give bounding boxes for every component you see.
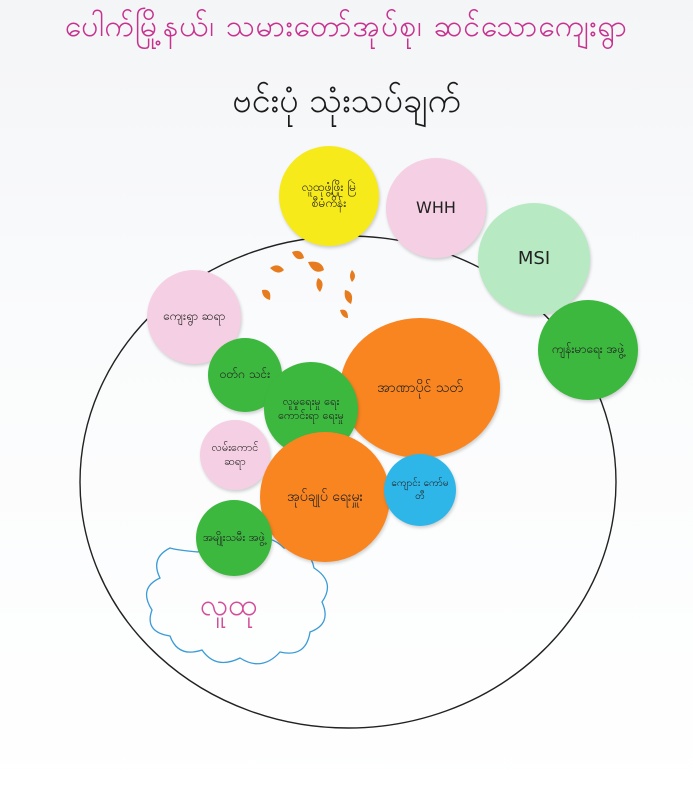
circle-label: ကျန်းမာရေး အဖွဲ့	[551, 342, 625, 357]
circle-label: အမျိုးသမီး အဖွဲ့	[202, 530, 266, 544]
community-label: လူထု	[200, 588, 258, 623]
circle-road-teacher	[200, 420, 270, 490]
circle-label: ကျေးရွာ ဆရာ	[162, 309, 226, 324]
circle-label: လူထုဖွံ့ဖြိုး မြဲစီမံကိန်း	[301, 180, 357, 210]
circle-label: အုပ်ချုပ် ရေးမှူး	[286, 488, 364, 505]
circle-msi	[478, 203, 590, 315]
circle-label: MSI	[517, 248, 551, 270]
circle-community-development	[279, 146, 379, 246]
circle-label: လမ်းကောင် ဆရာ	[211, 440, 259, 468]
circle-whh	[386, 158, 486, 258]
circle-label: ဝတ်ဂ သင်း	[219, 367, 271, 382]
poster-title-venn: ဗင်းပုံ သုံးသပ်ချက်	[232, 81, 461, 121]
circle-women-group	[196, 500, 272, 576]
circle-school-committee	[384, 454, 456, 526]
circle-label: အာဏာပိုင် သတ်	[377, 379, 463, 396]
circle-label: ကျောင်း ကော်မ တီ	[391, 478, 449, 502]
circle-label: လူမှုရေးမှု ရေး ကောင်းရာ ရေးမှု	[278, 394, 344, 422]
circle-orange-authority	[340, 318, 500, 458]
circle-administrator	[260, 432, 390, 562]
circle-health-group	[538, 300, 638, 400]
poster-title-location: ပေါက်မြို့နယ်၊ သမားတော်အုပ်စု၊ ဆင်သောကျေးရွာ	[64, 9, 629, 44]
orange-scribbles	[262, 251, 355, 318]
circle-label: WHH	[416, 197, 456, 217]
